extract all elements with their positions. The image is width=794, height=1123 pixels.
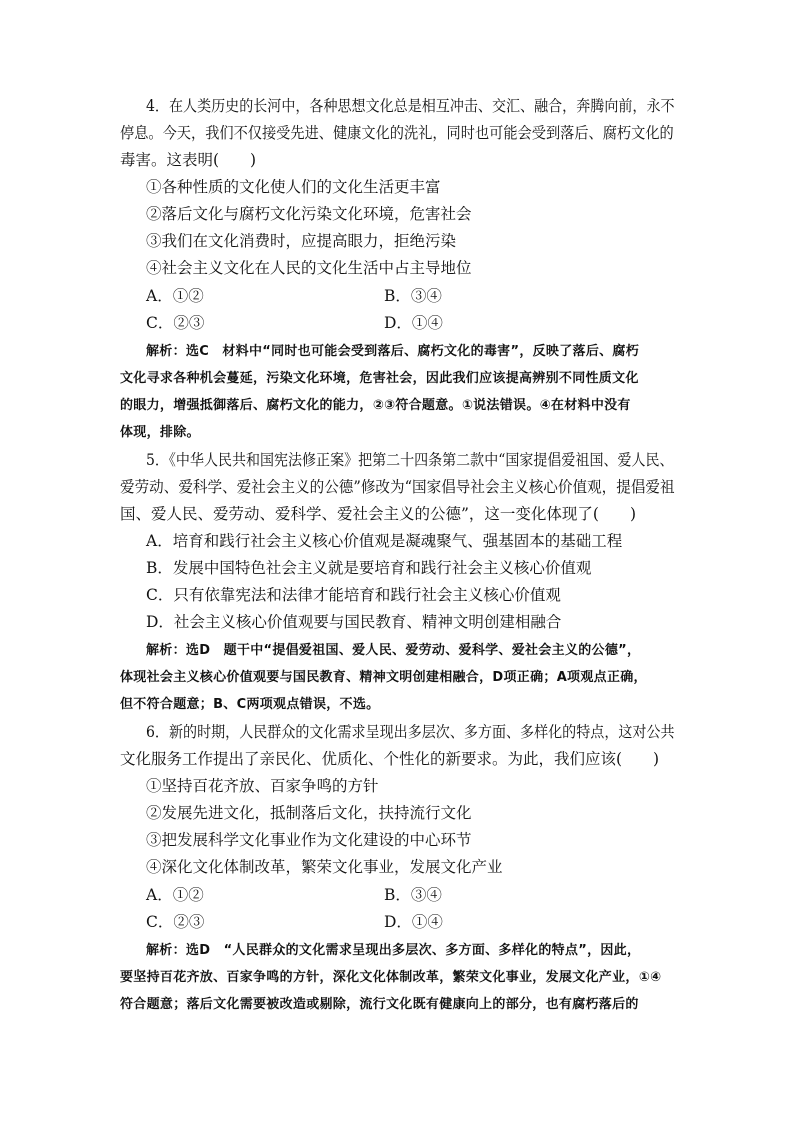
question-5-explanation-line-3: 但不符合题意；B、C两项观点错误，不选。	[120, 697, 380, 712]
question-5-choice-a: A．培育和践行社会主义核心价值观是凝魂聚气、强基固本的基础工程	[146, 532, 623, 550]
question-6-option-b: B．③④	[384, 886, 442, 904]
question-5-explanation-line-1: 解析：选D 题干中“提倡爱祖国、爱人民、爱劳动、爱科学、爱社会主义的公德”，	[146, 643, 641, 658]
question-6-explanation-line-3: 符合题意；落后文化需要被改造或剔除，流行文化既有健康向上的部分，也有腐朽落后的	[120, 997, 639, 1012]
question-4-stem-line-3: 毒害。这表明( )	[120, 151, 257, 169]
question-5-stem-line-2: 爱劳动、爱科学、爱社会主义的公德”修改为“国家倡导社会主义核心价值观，提倡爱祖	[120, 478, 675, 496]
question-4-explanation-line-4: 体现，排除。	[120, 425, 200, 440]
question-6-option-d: D．①④	[384, 913, 443, 931]
question-6-stem-line-2: 文化服务工作提出了亲民化、优质化、个性化的新要求。为此，我们应该( )	[120, 750, 660, 768]
question-4-explanation-line-1: 解析：选C 材料中“同时也可能会受到落后、腐朽文化的毒害”，反映了落后、腐朽	[146, 344, 640, 359]
question-4-item-2: ②落后文化与腐朽文化污染文化环境，危害社会	[146, 205, 472, 223]
question-4-stem-line-1: 4．在人类历史的长河中，各种思想文化总是相互冲击、交汇、融合，奔腾向前，永不	[146, 97, 675, 115]
question-4-item-1: ①各种性质的文化使人们的文化生活更丰富	[146, 178, 441, 196]
question-5-choice-d: D．社会主义核心价值观要与国民教育、精神文明创建相融合	[146, 613, 562, 631]
question-4-option-b: B．③④	[384, 287, 442, 305]
question-6-explanation-line-2: 要坚持百花齐放、百家争鸣的方针，深化文化体制改革，繁荣文化事业，发展文化产业，①④	[120, 970, 662, 985]
question-6-item-2: ②发展先进文化，抵制落后文化，扶持流行文化	[146, 804, 472, 822]
question-6-option-c: C．②③	[146, 913, 205, 931]
question-4-option-d: D．①④	[384, 314, 443, 332]
question-4-option-c: C．②③	[146, 314, 205, 332]
question-4-item-3: ③我们在文化消费时，应提高眼力，拒绝污染	[146, 232, 457, 250]
question-6-stem-line-1: 6．新的时期，人民群众的文化需求呈现出多层次、多方面、多样化的特点，这对公共	[146, 723, 675, 741]
question-5-choice-b: B．发展中国特色社会主义就是要培育和践行社会主义核心价值观	[146, 559, 592, 577]
question-4-option-a: A．①②	[146, 287, 204, 305]
question-4-stem-line-2: 停息。今天，我们不仅接受先进、健康文化的洗礼，同时也可能会受到落后、腐朽文化的	[120, 124, 674, 142]
question-5-stem-line-3: 国、爱人民、爱劳动、爱科学、爱社会主义的公德”，这一变化体现了( )	[120, 505, 637, 523]
question-6-item-1: ①坚持百花齐放、百家争鸣的方针	[146, 777, 379, 795]
question-6-item-3: ③把发展科学文化事业作为文化建设的中心环节	[146, 831, 472, 849]
question-5-stem-line-1: 5．《中华人民共和国宪法修正案》把第二十四条第二款中“国家提倡爱祖国、爱人民、	[146, 451, 674, 469]
question-4-explanation-line-2: 文化寻求各种机会蔓延，污染文化环境，危害社会，因此我们应该提高辨别不同性质文化	[120, 371, 639, 386]
question-5-explanation-line-2: 体现社会主义核心价值观要与国民教育、精神文明创建相融合，D项正确；A项观点正确，	[120, 670, 647, 685]
question-6-item-4: ④深化文化体制改革，繁荣文化事业，发展文化产业	[146, 858, 503, 876]
question-4-item-4: ④社会主义文化在人民的文化生活中占主导地位	[146, 259, 472, 277]
question-4-explanation-line-3: 的眼力，增强抵御落后、腐朽文化的能力，②③符合题意。①说法错误。④在材料中没有	[120, 398, 631, 413]
question-5-choice-c: C．只有依靠宪法和法律才能培育和践行社会主义核心价值观	[146, 586, 561, 604]
question-6-explanation-line-1: 解析：选D “人民群众的文化需求呈现出多层次、多方面、多样化的特点”，因此，	[146, 943, 641, 958]
question-6-option-a: A．①②	[146, 886, 204, 904]
